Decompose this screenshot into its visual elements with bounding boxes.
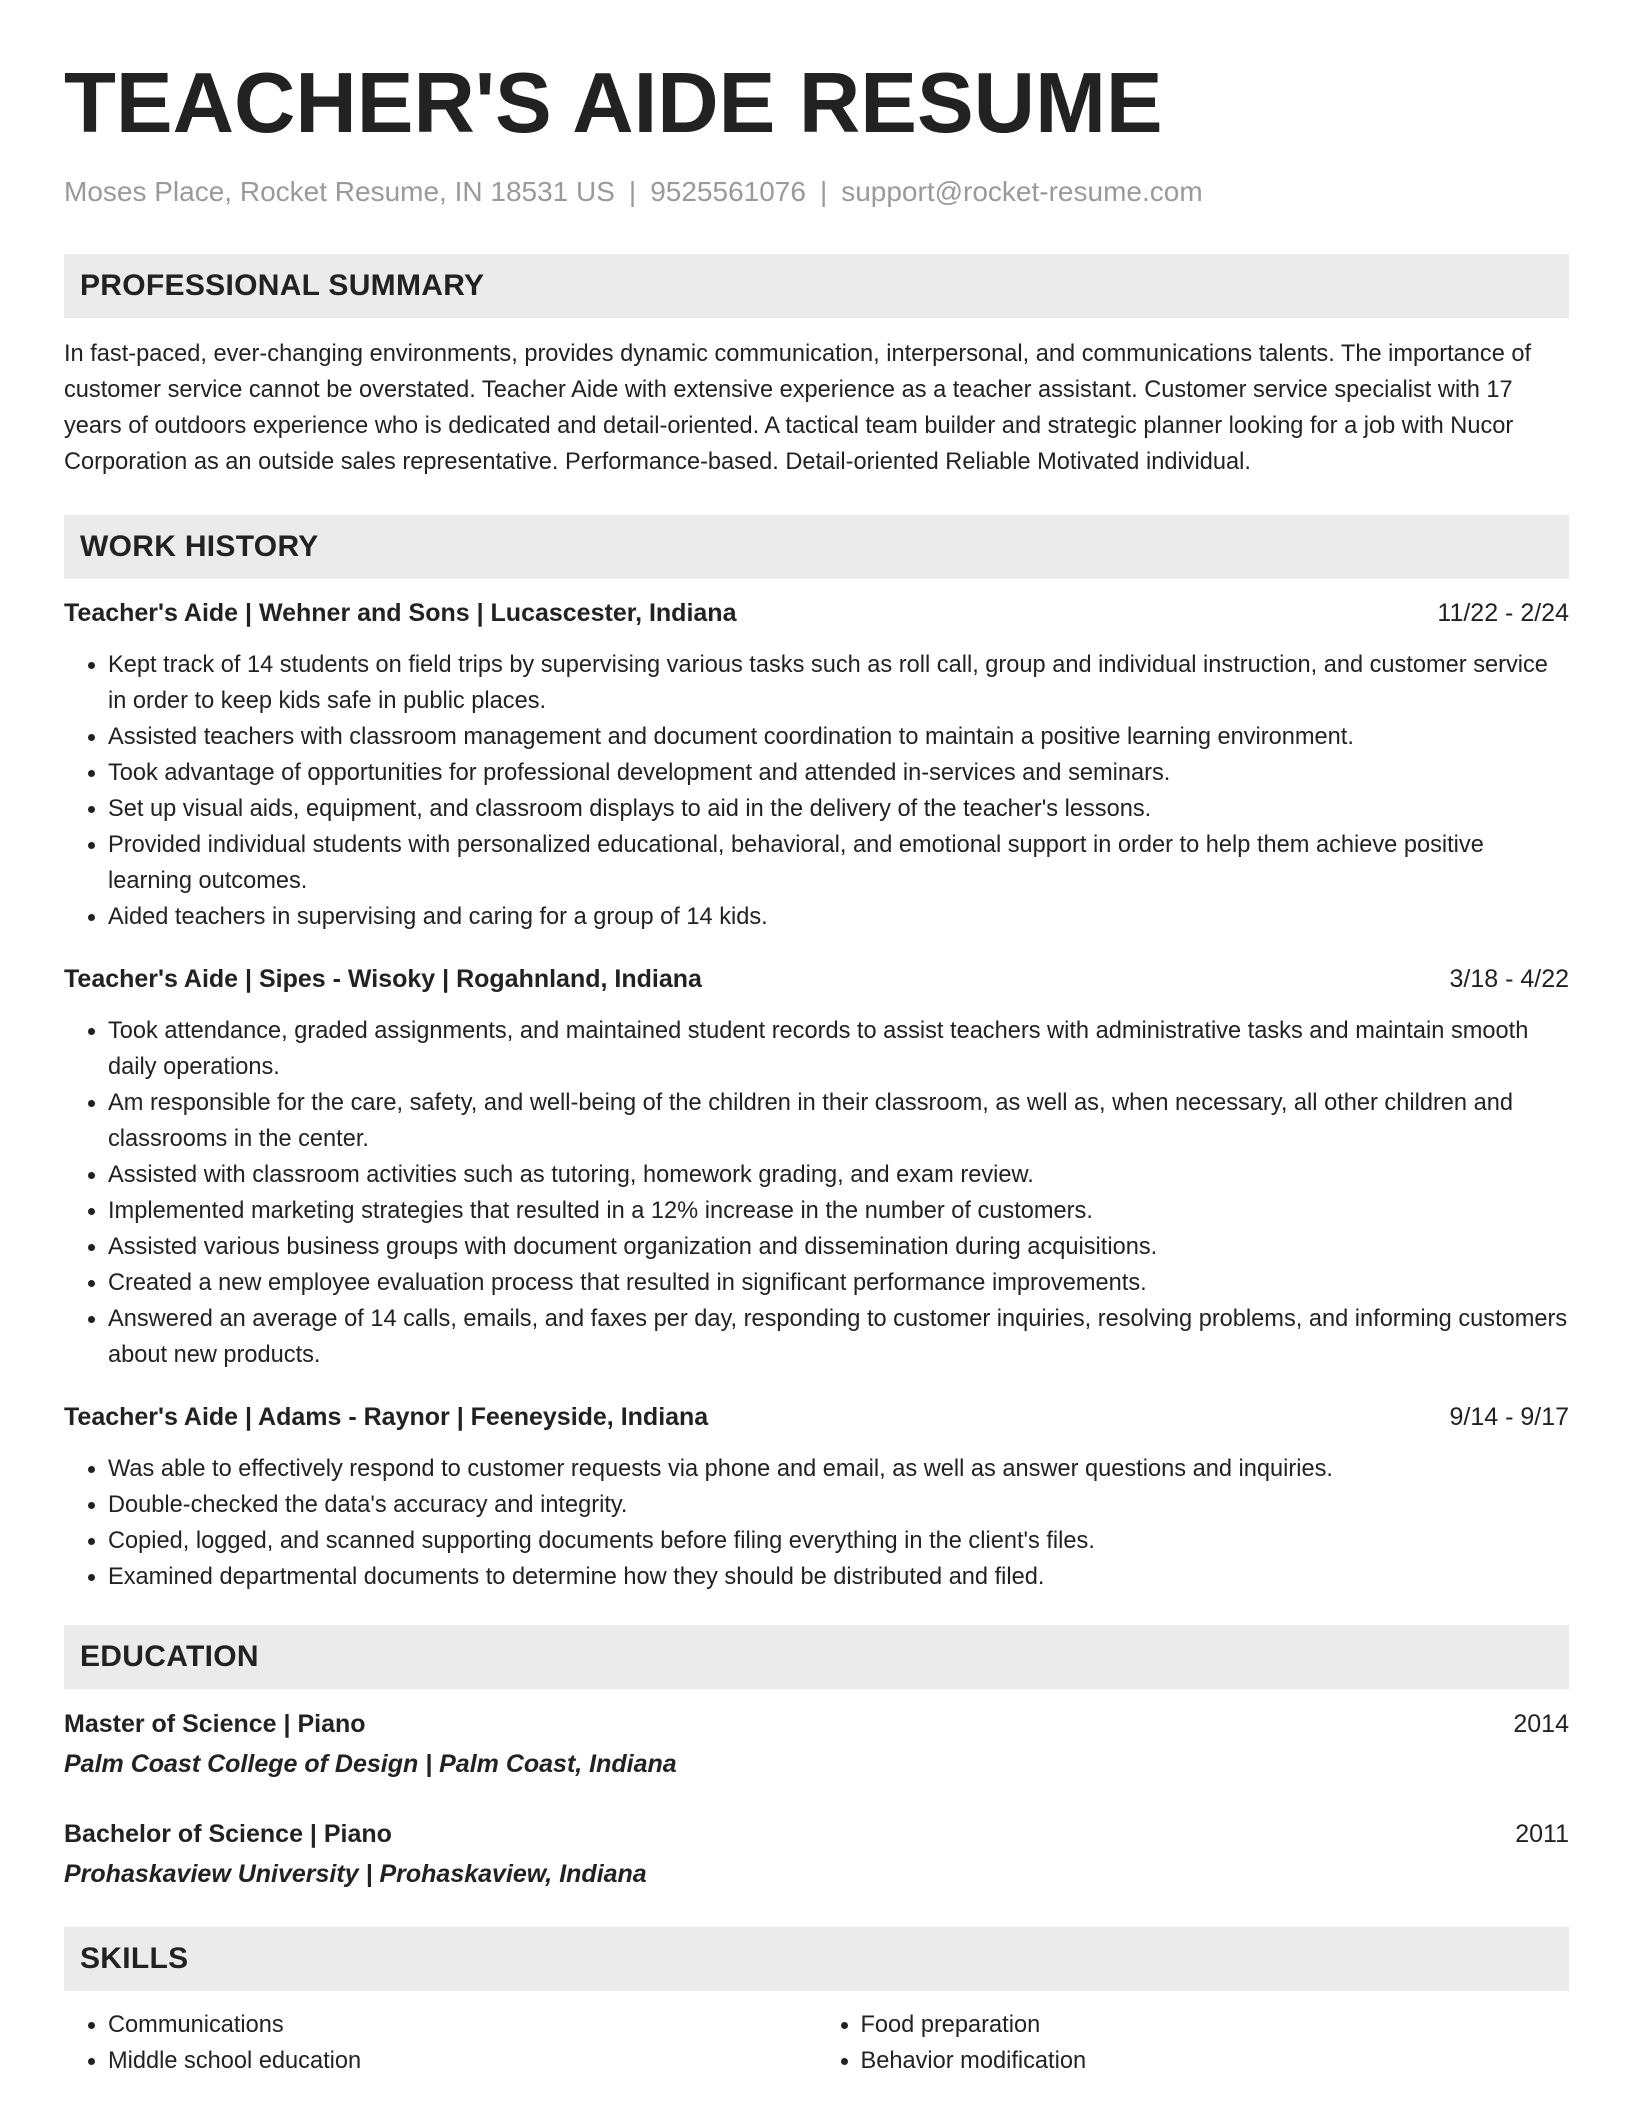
job-bullet: • Set up visual aids, equipment, and classroom displays to aid in the delivery of the teacher's lessons.: [108, 791, 1569, 827]
job-bullet: • Assisted teachers with classroom management and document coordination to maintain a positive learning environment.: [108, 719, 1569, 755]
job-bullet: • Took attendance, graded assignments, and maintained student records to assist teachers with administrative tasks and maintain smooth daily operations.: [108, 1013, 1569, 1085]
job-entry: [64, 961, 1569, 1373]
section-heading-work-history: WORK HISTORY: [64, 515, 1569, 579]
job-bullets: [64, 1013, 1569, 1373]
job-bullet: • Created a new employee evaluation process that resulted in significant performance improvements.: [108, 1265, 1569, 1301]
job-bullet: • Am responsible for the care, safety, and well-being of the children in their classroom, as well as, when necessary, all other children and classrooms in the center.: [108, 1085, 1569, 1157]
section-heading-education: EDUCATION: [64, 1625, 1569, 1689]
job-bullet: • Was able to effectively respond to customer requests via phone and email, as well as answer questions and inquiries.: [108, 1451, 1569, 1487]
job-date: 11/22 - 2/24: [1437, 599, 1569, 627]
job-bullet: • Provided individual students with personalized educational, behavioral, and emotional support in order to help them achieve positive learning outcomes.: [108, 827, 1569, 899]
contact-separator: |: [628, 176, 637, 207]
job-bullet: • Assisted with classroom activities such as tutoring, homework grading, and exam review.: [108, 1157, 1569, 1193]
job-bullets: [64, 647, 1569, 935]
job-bullet: • Double-checked the data's accuracy and integrity.: [108, 1487, 1569, 1523]
skills-grid: [64, 2007, 1569, 2079]
job-bullet: • Aided teachers in supervising and caring for a group of 14 kids.: [108, 899, 1569, 935]
education-header: [64, 1816, 1569, 1852]
job-bullet: • Assisted various business groups with document organization and dissemination during acquisitions.: [108, 1229, 1569, 1265]
job-bullet: • Answered an average of 14 calls, emails, and faxes per day, responding to customer inquiries, resolving problems, and informing customers about new products.: [108, 1301, 1569, 1373]
resume-title: TEACHER'S AIDE RESUME: [64, 56, 1163, 151]
skills-column-right: [817, 2007, 1570, 2079]
job-bullet: • Implemented marketing strategies that resulted in a 12% increase in the number of customers.: [108, 1193, 1569, 1229]
skill-item: • Food preparation: [861, 2007, 1570, 2043]
summary-text: In fast-paced, ever-changing environments, provides dynamic communication, interpersonal, and communications talents. The importance of customer service cannot be overstated. Teacher Aide with extensive experience as a teacher assistant. Customer service specialist with 17 years of outdoors experience who is dedicated and detail-oriented. A tactical team builder and strategic planner looking for a job with Nucor Corporation as an outside sales representative. Performance-based. Detail-oriented Reliable Motivated individual.: [64, 341, 1532, 475]
skill-item: • Middle school education: [108, 2043, 817, 2079]
contact-separator: |: [819, 176, 828, 207]
contact-line: [64, 174, 1569, 210]
contact-address: Moses Place, Rocket Resume, IN 18531 US: [64, 176, 615, 207]
section-heading-skills: SKILLS: [64, 1927, 1569, 1991]
education-entry: [64, 1706, 1569, 1782]
job-title: Teacher's Aide | Wehner and Sons | Lucascester, Indiana: [64, 599, 737, 627]
job-header: [64, 595, 1569, 631]
skills-column-left: [64, 2007, 817, 2079]
contact-email: support@rocket-resume.com: [841, 176, 1203, 207]
job-bullets: [64, 1451, 1569, 1595]
job-bullet: • Examined departmental documents to determine how they should be distributed and filed.: [108, 1559, 1569, 1595]
contact-phone: 9525561076: [650, 176, 806, 207]
job-entry: [64, 595, 1569, 935]
job-bullet: • Took advantage of opportunities for professional development and attended in-services and seminars.: [108, 755, 1569, 791]
job-date: 3/18 - 4/22: [1449, 965, 1569, 993]
job-bullet: • Kept track of 14 students on field trips by supervising various tasks such as roll call, group and individual instruction, and customer service in order to keep kids safe in public places.: [108, 647, 1569, 719]
skill-item: • Behavior modification: [861, 2043, 1570, 2079]
job-title: Teacher's Aide | Sipes - Wisoky | Rogahnland, Indiana: [64, 965, 702, 993]
job-bullet: • Copied, logged, and scanned supporting documents before filing everything in the client's files.: [108, 1523, 1569, 1559]
section-heading-summary: PROFESSIONAL SUMMARY: [64, 254, 1569, 318]
job-header: [64, 1399, 1569, 1435]
skill-item: • Communications: [108, 2007, 817, 2043]
education-degree: Bachelor of Science | Piano: [64, 1820, 392, 1848]
job-entry: [64, 1399, 1569, 1595]
education-header: [64, 1706, 1569, 1742]
education-degree: Master of Science | Piano: [64, 1710, 366, 1738]
job-title: Teacher's Aide | Adams - Raynor | Feeneyside, Indiana: [64, 1403, 709, 1431]
education-entry: [64, 1816, 1569, 1892]
job-date: 9/14 - 9/17: [1449, 1403, 1569, 1431]
job-header: [64, 961, 1569, 997]
education-year: 2011: [1515, 1820, 1569, 1848]
education-year: 2014: [1513, 1710, 1569, 1738]
education-school: Prohaskaview University | Prohaskaview, Indiana: [64, 1860, 647, 1888]
education-school: Palm Coast College of Design | Palm Coast, Indiana: [64, 1750, 677, 1778]
